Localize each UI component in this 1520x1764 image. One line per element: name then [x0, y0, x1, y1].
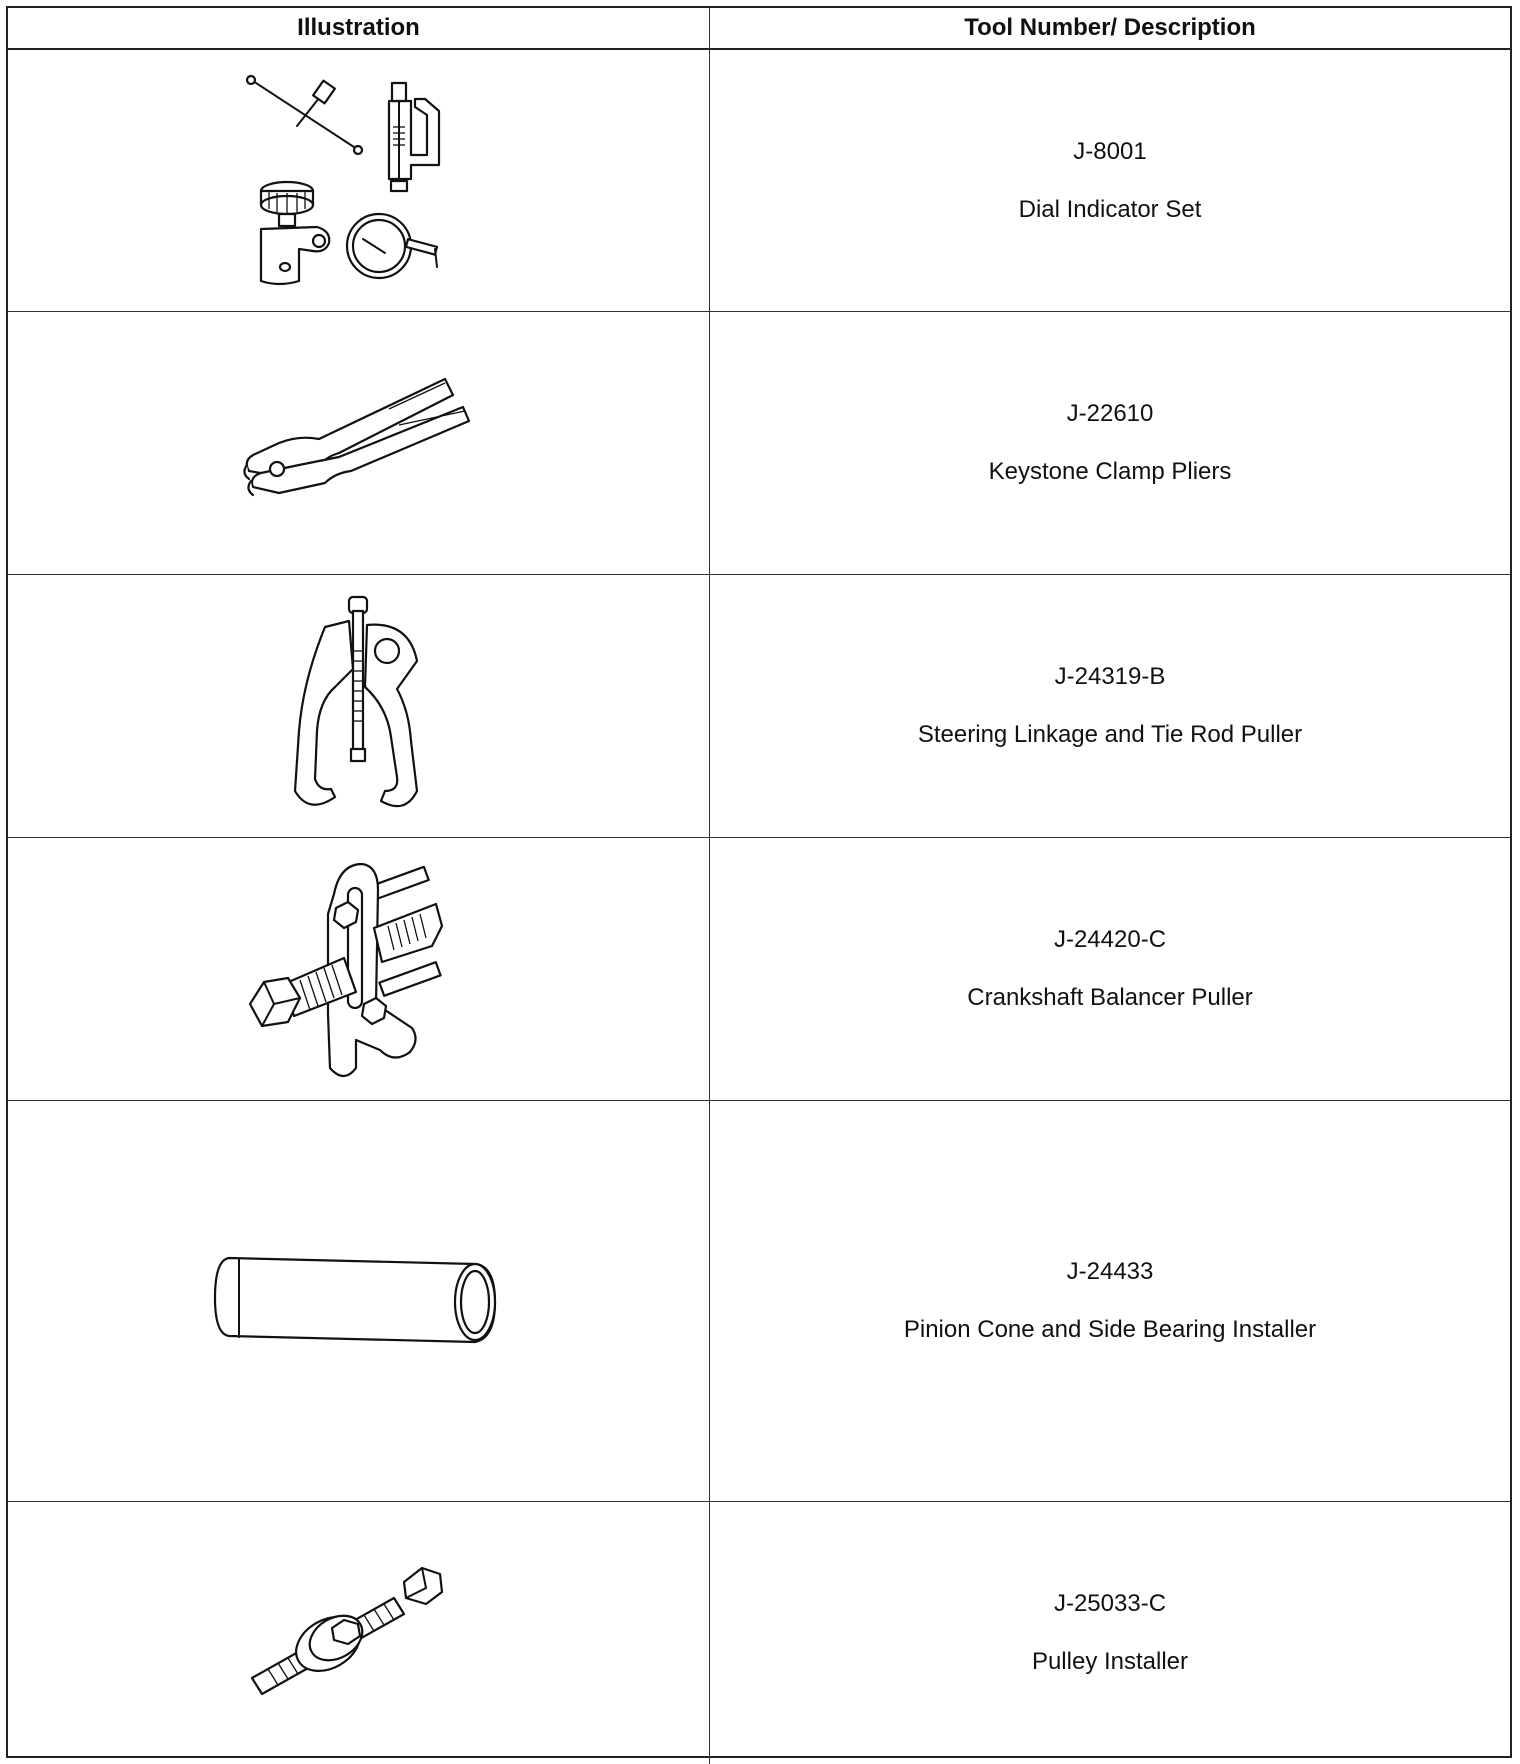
tool-description: Steering Linkage and Tie Rod Puller: [917, 721, 1303, 748]
tool-description-cell: [710, 50, 1510, 312]
keystone-clamp-pliers-icon: [239, 373, 479, 513]
tool-number: J-8001: [1073, 137, 1147, 165]
tool-number: J-25033-C: [1053, 1590, 1167, 1617]
tool-description-cell: [710, 575, 1510, 838]
balancer-puller-icon: [244, 854, 474, 1084]
dial-indicator-set-icon: [239, 71, 479, 291]
tool-description: Crankshaft Balancer Puller: [967, 984, 1253, 1011]
tool-description-cell: [710, 1502, 1510, 1764]
illustration-cell: [8, 838, 710, 1101]
header-illustration: Illustration: [8, 8, 710, 50]
illustration-cell: [8, 575, 710, 838]
header-tool-description: Tool Number/ Description: [710, 8, 1510, 50]
illustration-cell: [8, 1101, 710, 1502]
illustration-cell: [8, 50, 710, 312]
tool-table: [6, 6, 1512, 1758]
pulley-installer-icon: [244, 1558, 474, 1708]
tool-description-cell: [710, 838, 1510, 1101]
illustration-cell: [8, 312, 710, 575]
illustration-cell: [8, 1502, 710, 1764]
tool-description: Pinion Cone and Side Bearing Installer: [903, 1316, 1317, 1343]
tool-number: J-24420-C: [1053, 926, 1167, 953]
tie-rod-puller-icon: [269, 591, 449, 821]
tool-description: Dial Indicator Set: [1018, 195, 1202, 223]
tool-number: J-24319-B: [1054, 663, 1166, 690]
tool-description: Pulley Installer: [1031, 1648, 1189, 1675]
tool-number: J-24433: [1066, 1258, 1154, 1285]
tool-description-cell: [710, 1101, 1510, 1502]
tool-description-cell: [710, 312, 1510, 575]
bearing-installer-icon: [209, 1246, 509, 1356]
tool-number: J-22610: [1066, 400, 1154, 427]
tool-description: Keystone Clamp Pliers: [988, 458, 1232, 485]
